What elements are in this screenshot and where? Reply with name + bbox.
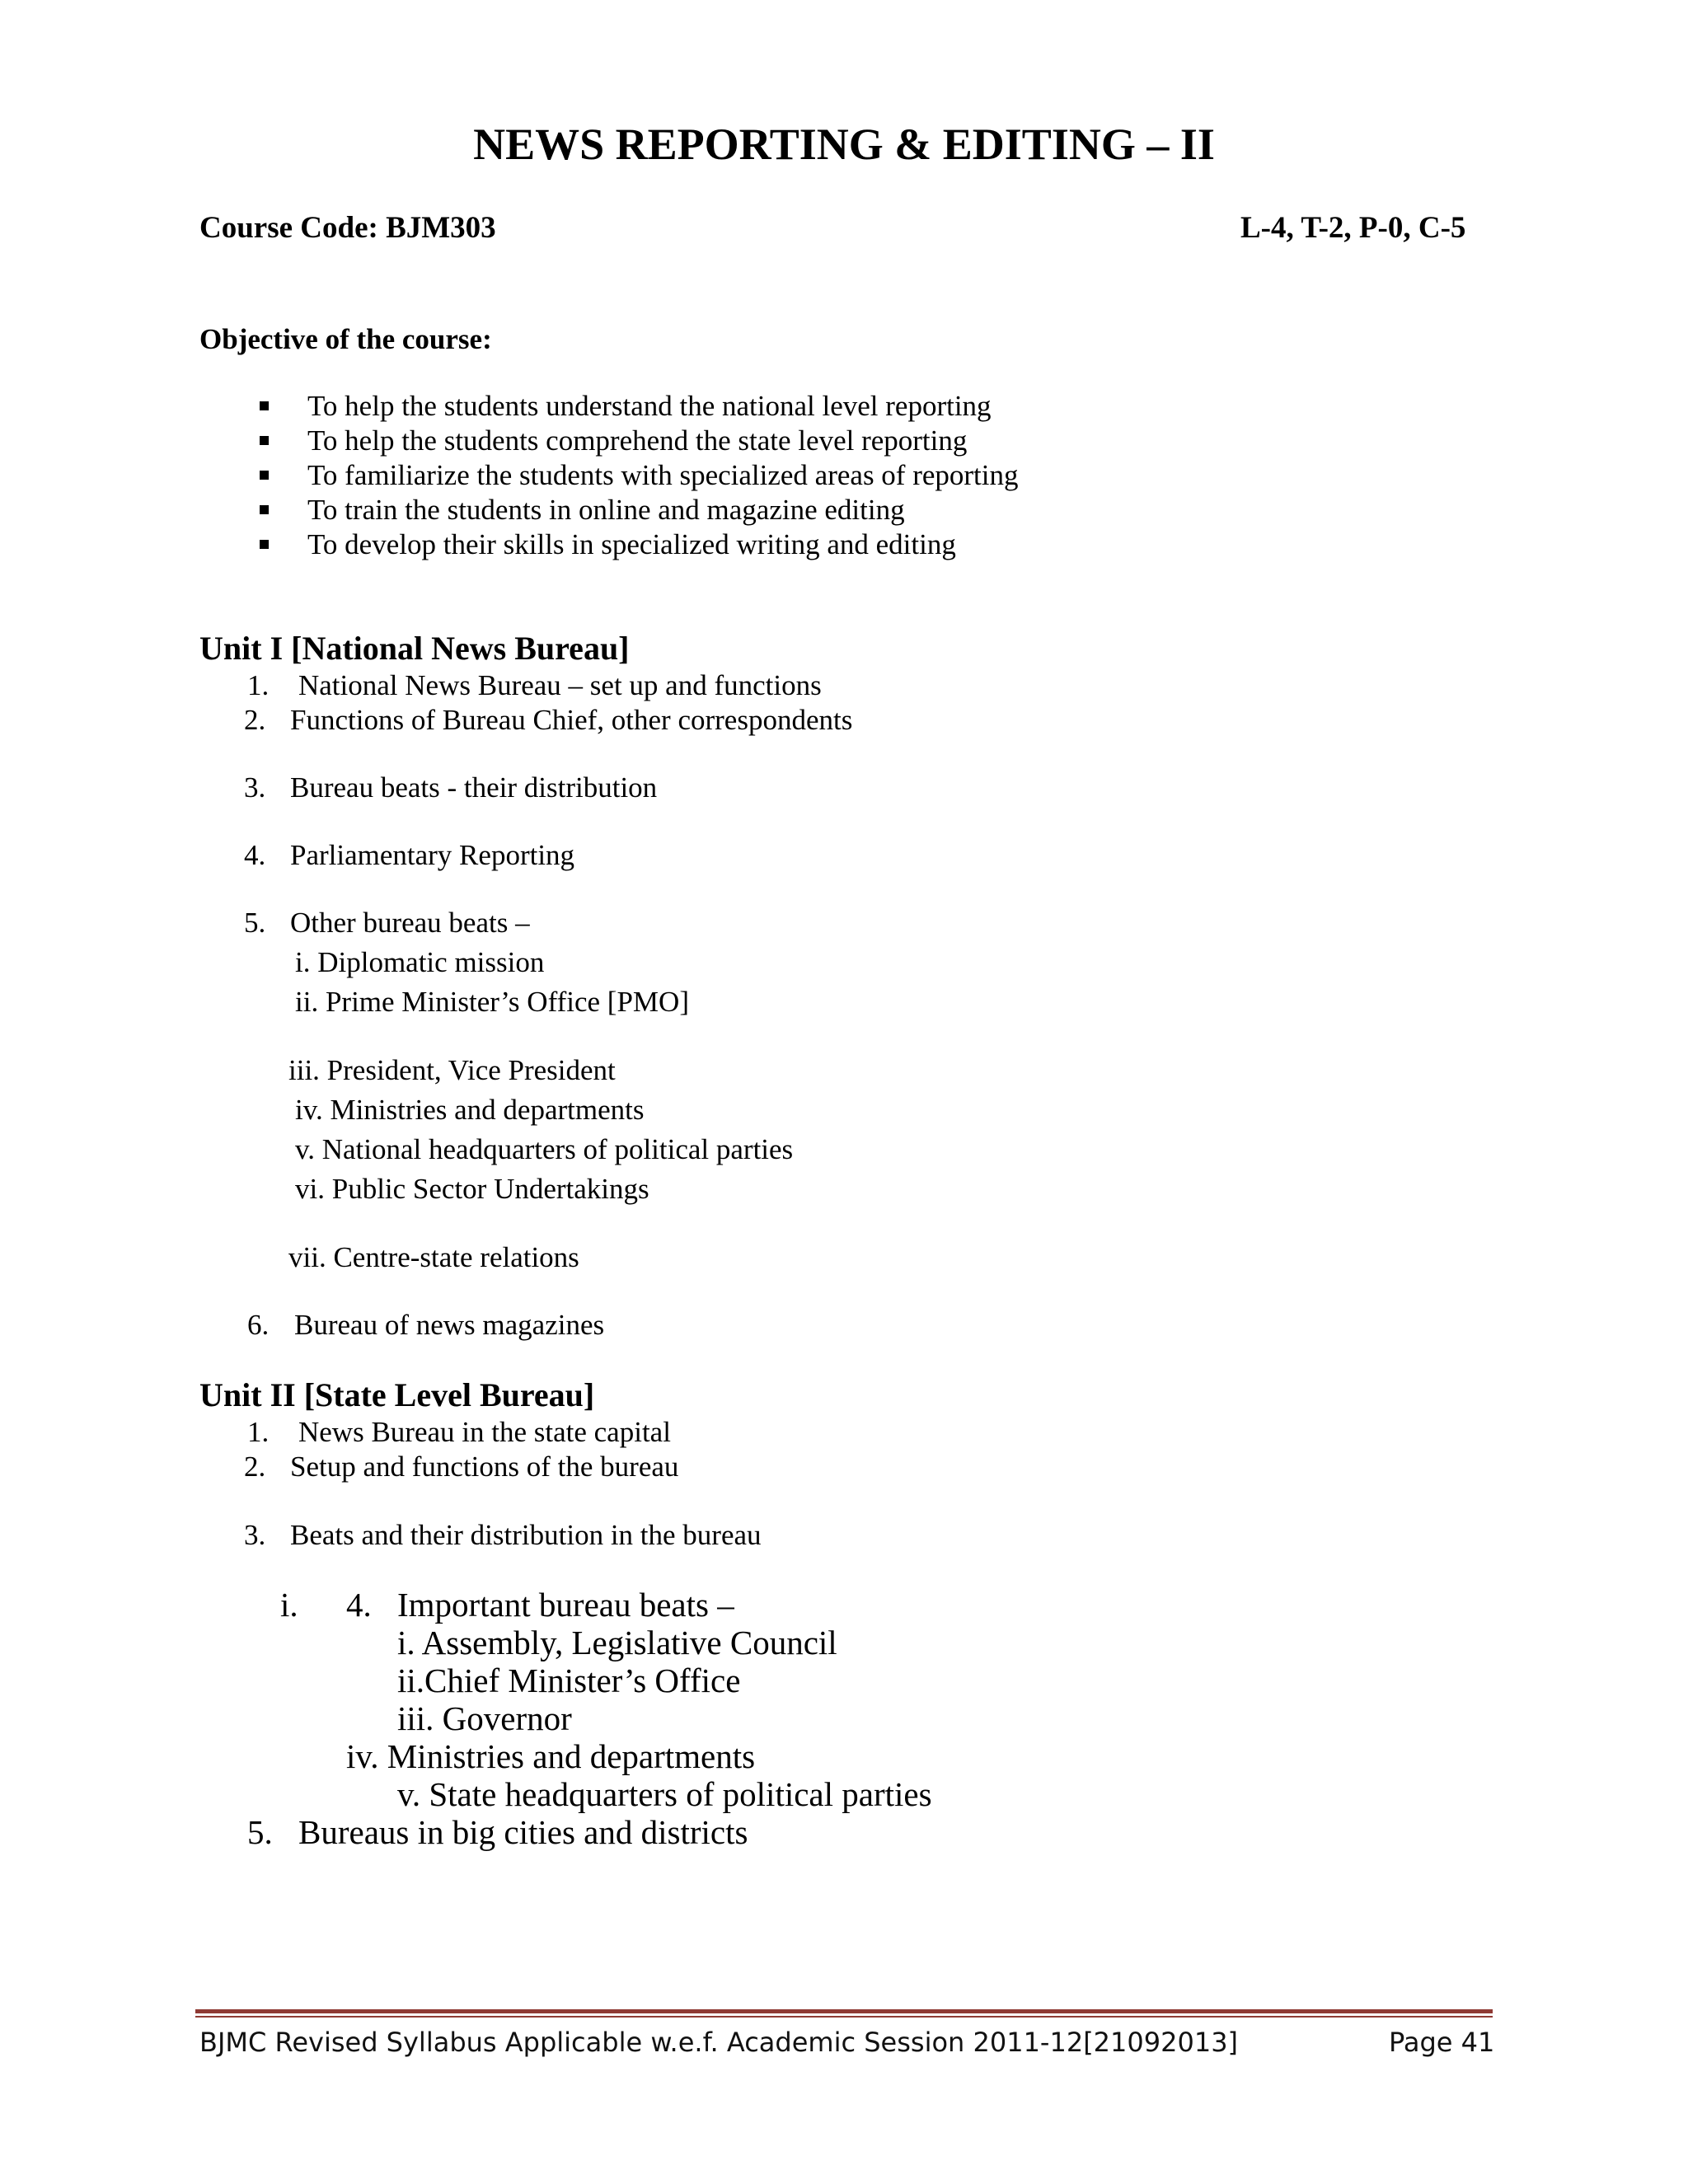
unit2-item-text: News Bureau in the state capital (298, 1416, 671, 1448)
square-bullet-icon (260, 540, 269, 549)
unit2-subitem: i. Assembly, Legislative Council (397, 1624, 837, 1661)
unit1-item-text: Other bureau beats – (290, 907, 530, 939)
unit1-item-number: 1. (247, 669, 270, 701)
objective-text: To familiarize the students with specialized areas of reporting (307, 459, 1019, 491)
unit1-item-text: Parliamentary Reporting (290, 839, 575, 871)
unit2-heading: Unit II [State Level Bureau] (199, 1376, 595, 1413)
unit2-item-number: 1. (247, 1416, 270, 1448)
unit1-item-text: Bureau beats - their distribution (290, 771, 658, 804)
unit2-outer-marker: i. (280, 1586, 298, 1624)
footer-text: BJMC Revised Syllabus Applicable w.e.f. Academic Session 2011-12[21092013] (199, 2027, 1239, 2058)
square-bullet-icon (260, 471, 269, 480)
objective-item (251, 389, 1019, 424)
objective-text: To help the students comprehend the state level reporting (307, 424, 968, 457)
unit1-subitem: vi. Public Sector Undertakings (295, 1173, 649, 1205)
footer-rule (195, 2009, 1493, 2013)
unit1-item-text: Bureau of news magazines (294, 1309, 605, 1341)
unit1-subitem: iv. Ministries and departments (295, 1094, 645, 1126)
unit1-item-number: 5. (244, 907, 266, 939)
unit1-item-number: 4. (244, 839, 266, 871)
unit1-item-text: Functions of Bureau Chief, other correspondents (290, 704, 853, 736)
unit2-item-number: 3. (244, 1519, 266, 1551)
unit1-subitem: vii. Centre-state relations (288, 1241, 579, 1273)
unit2-item-number: 4. (346, 1586, 372, 1624)
unit1-item-number: 3. (244, 771, 266, 804)
course-code: Course Code: BJM303 (199, 211, 496, 245)
objective-item (251, 424, 1019, 458)
unit1-item-text: National News Bureau – set up and functions (298, 669, 822, 701)
objective-text: To develop their skills in specialized writing and editing (307, 528, 956, 560)
unit1-heading: Unit I [National News Bureau] (199, 630, 630, 667)
unit2-item-text: Bureaus in big cities and districts (298, 1813, 748, 1851)
page-title: NEWS REPORTING & EDITING – II (473, 120, 1215, 169)
unit1-subitem: v. National headquarters of political parties (295, 1133, 794, 1165)
square-bullet-icon (260, 505, 269, 514)
unit2-subitem: iv. Ministries and departments (346, 1737, 756, 1775)
unit2-item-text: Setup and functions of the bureau (290, 1451, 679, 1483)
unit1-subitem: i. Diplomatic mission (295, 946, 545, 978)
page-number: Page 41 (1389, 2027, 1495, 2058)
unit2-subitem: v. State headquarters of political parties (397, 1775, 932, 1813)
objective-item (251, 458, 1019, 493)
unit1-item-number: 6. (247, 1309, 270, 1341)
objective-text: To help the students understand the national level reporting (307, 390, 992, 422)
course-credits: L-4, T-2, P-0, C-5 (1240, 211, 1466, 245)
footer-rule-thin (195, 2016, 1493, 2018)
unit2-subitem: ii.Chief Minister’s Office (397, 1661, 741, 1699)
square-bullet-icon (260, 401, 269, 410)
unit2-item-text: Beats and their distribution in the bureau (290, 1519, 762, 1551)
square-bullet-icon (260, 436, 269, 445)
objective-text: To train the students in online and magazine editing (307, 494, 905, 526)
unit2-subitem: iii. Governor (397, 1699, 572, 1737)
unit1-subitem: ii. Prime Minister’s Office [PMO] (295, 986, 689, 1018)
unit1-subitem: iii. President, Vice President (288, 1054, 616, 1086)
objective-item (251, 493, 1019, 527)
objective-item (251, 527, 1019, 562)
unit2-item-number: 5. (247, 1813, 273, 1851)
unit2-item-text: Important bureau beats – (397, 1586, 734, 1624)
objective-heading: Objective of the course: (199, 323, 492, 355)
unit1-item-number: 2. (244, 704, 266, 736)
objective-list (251, 389, 1019, 562)
unit2-item-number: 2. (244, 1451, 266, 1483)
